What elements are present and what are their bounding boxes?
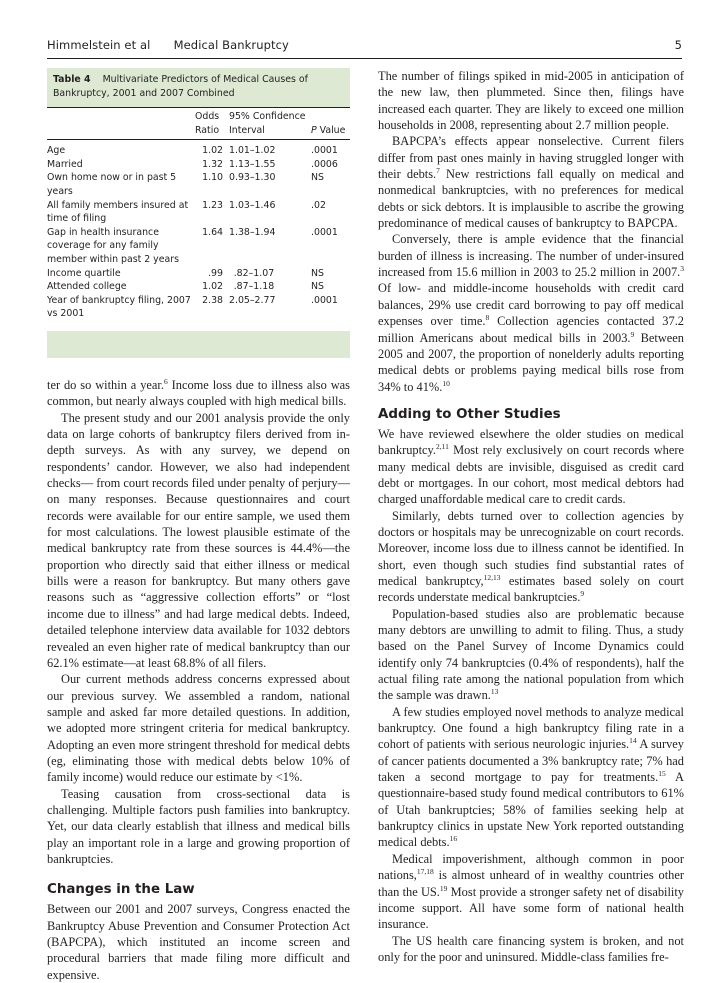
header-ci-line1: 95% Confidence xyxy=(229,111,306,122)
header-ci-line2: Interval xyxy=(229,124,265,136)
paragraph: Teasing causation from cross-sectional data is challenging. Multiple factors push families into bankruptcy. Yet, our data clearly establish that illness and medical bills play an important role in a large and growing proportion of bankruptcies. xyxy=(47,786,350,866)
cell-odds-ratio: .99 xyxy=(208,267,223,279)
cell-p-value: NS xyxy=(311,281,324,293)
cell-confidence-interval: 2.05–2.77 xyxy=(229,294,276,306)
cell-confidence-interval: 1.38–1.94 xyxy=(229,226,276,238)
citation-superscript: 3 xyxy=(680,264,684,273)
citation-superscript: 8 xyxy=(485,313,490,323)
text-run: is almost unheard of in wealthy countries other than the US. xyxy=(378,868,684,899)
left-body-text xyxy=(47,377,350,983)
citation-superscript: 10 xyxy=(442,378,450,388)
cell-p-value: .0001 xyxy=(311,294,338,306)
text-run: Between 2005 and 2007, the proportion of nonelderly adults reporting medical debts or problems paying medical bills rose from 34% to 41%. xyxy=(378,330,684,394)
cell-odds-ratio: 1.02 xyxy=(202,145,223,157)
cell-p-value: .0001 xyxy=(311,226,338,238)
table-footer-band xyxy=(47,331,350,358)
header-odds-ratio xyxy=(195,110,229,137)
cell-odds-ratio: 1.64 xyxy=(202,226,223,238)
text-run: ter do so within a year. xyxy=(47,378,164,392)
citation-superscript: 13 xyxy=(490,687,499,697)
cell-odds-ratio: 1.32 xyxy=(202,158,223,170)
text-run: New restrictions fall equally on medical and nonmedical bankruptcies, with no preferences for medical debts or sick debtors. It is implausible to ascribe the growing predominance of medical causes of bankruptcy to BAPCPA. xyxy=(378,167,684,231)
cell-confidence-interval: .82–1.07 xyxy=(229,267,275,279)
citation-superscript: 15 xyxy=(658,768,666,778)
cell-confidence-interval: 1.13–1.55 xyxy=(229,158,276,170)
citation-superscript: 14 xyxy=(629,736,637,746)
left-column xyxy=(47,68,350,982)
paragraph xyxy=(378,231,684,394)
running-head-authors-title: Himmelstein et al Medical Bankruptcy xyxy=(47,38,289,52)
header-p-rest: Value xyxy=(316,124,346,136)
header-rule xyxy=(47,58,682,59)
citation-superscript: 2,11 xyxy=(436,442,449,452)
header-p-value xyxy=(311,110,350,137)
cell-variable: Attended college xyxy=(47,281,127,293)
citation-superscript: 17,18 xyxy=(416,867,434,877)
cell-variable: Year of bankruptcy filing, 2007 vs 2001 xyxy=(47,294,191,320)
text-run: Most provide a stronger safety net of disability income support. All have some form of national health insurance. xyxy=(378,884,684,932)
header-variable xyxy=(47,110,195,137)
paragraph xyxy=(378,508,684,606)
cell-confidence-interval: .87–1.18 xyxy=(229,281,275,293)
cell-variable: Married xyxy=(47,158,83,170)
table-title-line-2: Bankruptcy, 2001 and 2007 Combined xyxy=(53,87,235,99)
paragraph: The number of filings spiked in mid-2005 in anticipation of the new law, then plummeted. Since then, filings have increased each quarter. They are likely to exceed one million households in 2008, representing about 2.7 million people. xyxy=(378,69,684,133)
table-4 xyxy=(47,68,350,358)
citation-superscript: 6 xyxy=(163,376,168,386)
page-number: 5 xyxy=(674,38,682,52)
text-run: A survey of cancer patients documented a 3% bankruptcy rate; 7% had taken a second mortgage to pay for treatments. xyxy=(378,737,685,785)
paragraph: The US health care financing system is broken, and not only for the poor and uninsured. Middle-class families fre- xyxy=(378,933,684,964)
cell-p-value: .02 xyxy=(311,199,326,211)
text-run: Collection agencies contacted 37.2 million Americans about medical bills in 2003. xyxy=(378,314,684,345)
text-run: Most rely exclusively on court records where many medical debts are invisible, disguised as credit card debt or mortgages. In our cohort, most medical debtors had charged unaffordable medical care to credit cards. xyxy=(378,443,684,507)
section-heading-adding-to-other-studies: Adding to Other Studies xyxy=(378,406,561,422)
text-run: Medical impoverishment, although common in poor nations, xyxy=(378,851,684,883)
header-confidence-interval xyxy=(229,110,311,137)
header-odds-line2: Ratio xyxy=(195,124,220,136)
cell-variable: Income quartile xyxy=(47,267,121,279)
cell-p-value: NS xyxy=(311,172,324,184)
paragraph xyxy=(378,133,684,231)
citation-superscript: 12,13 xyxy=(483,572,501,582)
cell-confidence-interval: 0.93–1.30 xyxy=(229,172,276,184)
right-column xyxy=(378,68,684,965)
cell-confidence-interval: 1.01–1.02 xyxy=(229,145,276,157)
text-run: Population-based studies also are problematic because many debtors are unwilling to admit to filing. Thus, a study based on the Panel Survey of Income Dynamics could identify only 74 bankruptcies (0.4% of respondents), half the actual filing rate among the national population from which the sample was drawn. xyxy=(378,606,684,703)
table-body xyxy=(47,140,350,323)
text-run: Conversely, there is ample evidence that the financial burden of illness is increasing. The number of under-insured increased from 15.6 million in 2003 to 25.2 million in 2007. xyxy=(378,232,684,280)
table-caption xyxy=(47,68,350,107)
text-run: A questionnaire-based study found medical contributors to 61% of Utah bankruptcies; 58% of families seeking help at bankruptcy clinics in upstate New York reported outstanding medical debts. xyxy=(378,770,684,850)
paragraph: Our current methods address concerns expressed about our previous survey. We assembled a random, national sample and asked far more detailed questions. In addition, we adopted more stringent criteria for medical bankruptcy. Adopting an even more stringent threshold for medical debts (eg, eliminating those with medical debts below 10% of family income) would reduce our estimate by <1%. xyxy=(47,672,350,785)
cell-p-value: .0001 xyxy=(311,145,338,157)
paragraph: The present study and our 2001 analysis provide the only data on large cohorts of bankruptcy filers derived from in-depth surveys. As with any survey, we depend on respondents’ candor. However, we also had independent checks— from court records filed under penalty of perjury— on many responses. Because questionnaires and court records were available for our entire sample, we used them for most calculations. The lowest plausible estimate of the medical bankruptcy rate from these sources is 44.4%—the proportion who directly said that either illness or medical bills were a reason for bankruptcy. But many others gave reasons such as “aggressive collection efforts” or “lost income due to illness” and had large medical debts. Indeed, detailed telephone interview data available for 1032 debtors revealed an even higher rate of medical bankruptcy than our 62.1% estimate—at least 68.8% of all filers. xyxy=(47,410,350,670)
paragraph: Between our 2001 and 2007 surveys, Congress enacted the Bankruptcy Abuse Prevention and Consumer Protection Act (BAPCPA), which instituted an income screen and procedural barriers that made filing more difficult and expensive. xyxy=(47,902,350,982)
text-run: estimates based solely on court records understate medical bankruptcies. xyxy=(378,573,684,605)
paragraph xyxy=(378,606,684,704)
citation-superscript: 16 xyxy=(449,834,458,844)
citation-superscript: 9 xyxy=(580,589,585,599)
citation-superscript: 7 xyxy=(436,165,440,175)
text-run: BAPCPA’s effects appear nonselective. Current filers differ from past ones mainly in having struggled longer with their debts. xyxy=(378,134,684,182)
cell-variable: Gap in health insurance coverage for any family member within past 2 years xyxy=(47,226,179,265)
cell-odds-ratio: 1.02 xyxy=(202,281,223,293)
cell-odds-ratio: 1.23 xyxy=(202,199,223,211)
cell-variable: Own home now or in past 5 years xyxy=(47,172,177,197)
cell-confidence-interval: 1.03–1.46 xyxy=(229,199,276,211)
cell-p-value: NS xyxy=(311,267,324,279)
text-run: A few studies employed novel methods to analyze medical bankruptcy. One found a high bankruptcy filing rate in a cohort of patients with serious neurologic injuries. xyxy=(378,704,684,752)
header-odds-line1: Odds xyxy=(195,111,220,122)
cell-variable: All family members insured at time of filing xyxy=(47,199,189,225)
paragraph xyxy=(378,426,684,508)
text-run: Income loss due to illness also was common, but nearly always coupled with high medical bills. xyxy=(47,378,350,409)
header-p-letter: P xyxy=(311,124,317,136)
cell-odds-ratio: 1.10 xyxy=(202,172,223,184)
running-head xyxy=(47,38,682,54)
text-run: Similarly, debts turned over to collection agencies by doctors or hospitals may be unrecognizable on court records. Moreover, income loss due to illness cannot be identified. In short, even though such studies find substantial rates of medical bankruptcy, xyxy=(378,508,684,588)
cell-odds-ratio: 2.38 xyxy=(202,294,223,306)
table-header xyxy=(47,108,350,139)
table-label: Table 4 xyxy=(53,74,91,85)
text-run: Of low- and middle-income households with credit card balances, 29% use credit card borrowing to pay off medical expenses over time. xyxy=(378,281,684,329)
citation-superscript: 9 xyxy=(630,329,635,339)
text-run: We have reviewed elsewhere the older studies on medical bankruptcy. xyxy=(378,426,684,458)
paragraph xyxy=(47,377,350,410)
table-title-line-1: Multivariate Predictors of Medical Causes of xyxy=(102,74,308,85)
cell-variable: Age xyxy=(47,145,66,157)
cell-p-value: .0006 xyxy=(311,158,338,170)
section-heading-changes-in-the-law: Changes in the Law xyxy=(47,882,195,898)
paragraph xyxy=(378,704,684,851)
citation-superscript: 19 xyxy=(439,883,448,893)
paragraph xyxy=(378,851,684,933)
